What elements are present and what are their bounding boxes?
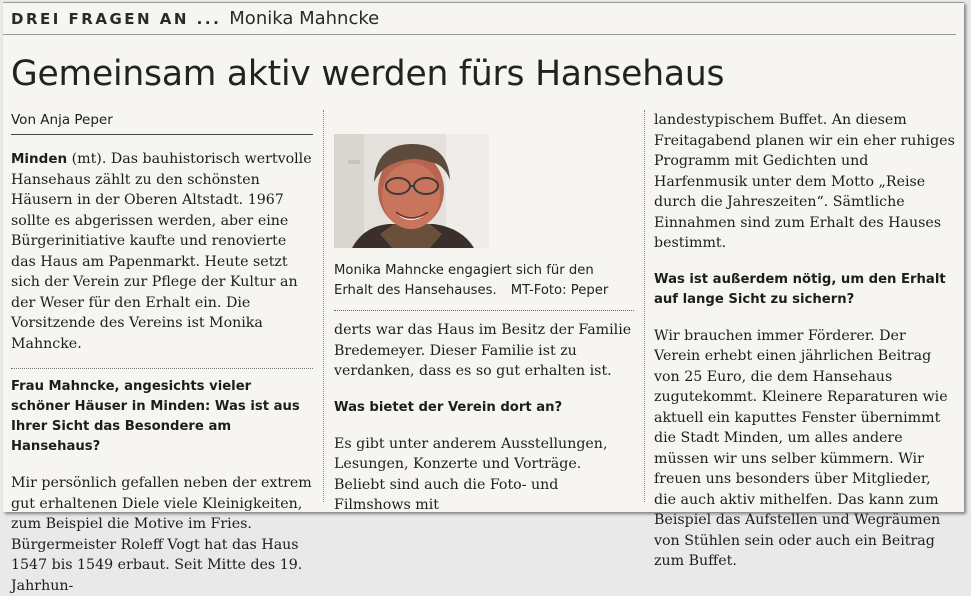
kicker (11, 8, 379, 29)
column-1 (11, 110, 313, 596)
answer-1-continued: derts war das Haus im Besitz der Familie Bredemeyer. Dieser Familie ist zu verdanken, dass es so gut erhalten ist. (334, 322, 632, 379)
answer-2: Es gibt unter anderem Ausstellungen, Lesungen, Konzerte und Vorträge. Beliebt sind auch die Foto- und Filmshows mit (334, 435, 608, 513)
portrait-image (334, 134, 489, 248)
caption-separator (334, 310, 634, 311)
photo-caption (334, 261, 634, 301)
portrait-photo (334, 134, 489, 248)
headline: Gemeinsam aktiv werden fürs Hansehaus (11, 54, 725, 94)
byline: Von Anja Peper (11, 110, 313, 135)
top-rule (3, 34, 956, 35)
column-divider-2 (644, 110, 645, 502)
question-2: Was bietet der Verein dort an? (334, 399, 563, 415)
kicker-series: DREI FRAGEN AN ... (11, 10, 222, 28)
column-3 (654, 110, 956, 572)
column-2 (334, 320, 634, 516)
answer-3: Wir brauchen immer Förderer. Der Verein erhebt einen jährlichen Beitrag von 25 Euro, die dem Hansehaus zugutekommt. Kleinere Reparaturen wie aktuell ein kaputtes Fenster übernimmt die Stadt Minden, um alles andere müssen wir uns selber kümmern. Wir freuen uns besonders über Mitglieder, die auch aktiv mithelfen. Das kann zum Beispiel das Aufstellen und Wegräumen von Stühlen sein oder auch ein Beitrag zum Buffet. (654, 327, 948, 569)
answer-1: Mir persönlich gefallen neben der extrem gut erhaltenen Diele viele Kleinigkeiten, zum Beispiel die Motive im Fries. Bürgermeister Roleff Vogt hat das Haus 1547 bis 1549 erbaut. Seit Mitte des 19. Jahrhun- (11, 475, 312, 594)
question-1: Frau Mahncke, angesichts vieler schöner Häuser in Minden: Was ist aus Ihrer Sicht das Besondere am Hansehaus? (11, 379, 300, 454)
question-3: Was ist außerdem nötig, um den Erhalt auf lange Sicht zu sichern? (654, 271, 946, 307)
column-divider-1 (323, 110, 324, 502)
kicker-name: Monika Mahncke (229, 8, 380, 29)
photo-credit: MT-Foto: Peper (510, 283, 609, 298)
lead-dateline: Minden (11, 151, 68, 167)
lead-paragraph (11, 149, 313, 354)
newspaper-clipping (3, 2, 964, 594)
separator (11, 368, 313, 369)
answer-2-continued: landestypischem Buffet. An diesem Freitagabend planen wir ein eher ruhiges Programm mit Gedichten und Harfenmusik unter dem Motto „Reise durch die Jahreszeiten“. Sämtliche Einnahmen sind zum Erhalt des Hauses bestimmt. (654, 112, 955, 251)
lead-text: (mt). Das bauhistorisch wertvolle Hansehaus zählt zu den schönsten Häusern in der Oberen Altstadt. 1967 sollte es abgerissen werden, aber eine Bürgerinitiative kaufte und renovierte das Haus am Papenmarkt. Heute setzt sich der Verein zur Pflege der Kultur an der Weser für den Erhalt ein. Die Vorsitzende des Vereins ist Monika Mahncke. (11, 151, 312, 352)
caption-text: Monika Mahncke engagiert sich für den Erhalt des Hansehauses. (334, 263, 594, 298)
